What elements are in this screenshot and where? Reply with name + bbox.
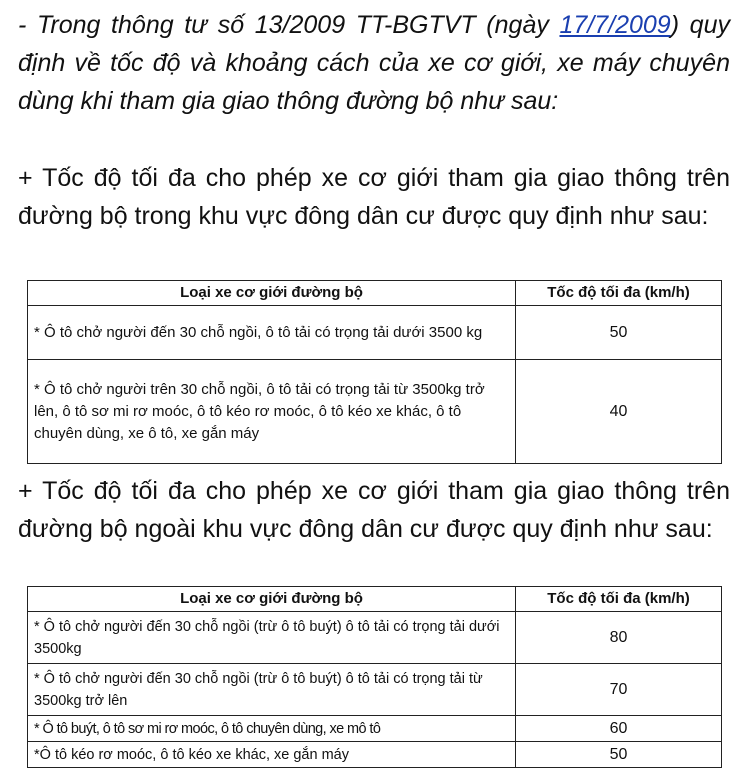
- speed-cell: 70: [516, 664, 722, 716]
- vehicle-cell: * Ô tô chở người đến 30 chỗ ngồi (trừ ô tô buýt) ô tô tải có trọng tải từ 3500kg trở lên: [28, 664, 516, 716]
- speed-cell: 80: [516, 612, 722, 664]
- speed-cell: 50: [516, 306, 722, 360]
- vehicle-cell: * Ô tô buýt, ô tô sơ mi rơ moóc, ô tô chuyên dùng, xe mô tô: [28, 716, 516, 742]
- rural-speed-heading: + Tốc độ tối đa cho phép xe cơ giới tham gia giao thông trên đường bộ ngoài khu vực đông dân cư được quy định như sau:: [18, 477, 730, 543]
- max-speed-header: Tốc độ tối đa (km/h): [516, 587, 722, 612]
- intro-prefix: - Trong thông tư số 13/2009 TT-BGTVT (ngày: [18, 11, 560, 39]
- urban-speed-table: [27, 280, 722, 464]
- table-row: [28, 360, 722, 464]
- speed-cell: 40: [516, 360, 722, 464]
- date-link[interactable]: 17/7/2009: [559, 11, 671, 39]
- vehicle-cell: * Ô tô chở người đến 30 chỗ ngồi, ô tô tải có trọng tải dưới 3500 kg: [28, 306, 516, 360]
- max-speed-header: Tốc độ tối đa (km/h): [516, 281, 722, 306]
- vehicle-cell: * Ô tô chở người trên 30 chỗ ngồi, ô tô tải có trọng tải từ 3500kg trở lên, ô tô sơ mi rơ moóc, ô tô kéo rơ moóc, ô tô kéo xe khác, ô tô chuyên dùng, xe ô tô, xe gắn máy: [28, 360, 516, 464]
- table-row: [28, 716, 722, 742]
- vehicle-cell: *Ô tô kéo rơ moóc, ô tô kéo xe khác, xe gắn máy: [28, 742, 516, 768]
- vehicle-cell: * Ô tô chở người đến 30 chỗ ngồi (trừ ô tô buýt) ô tô tải có trọng tải dưới 3500kg: [28, 612, 516, 664]
- speed-cell: 60: [516, 716, 722, 742]
- vehicle-type-header: Loại xe cơ giới đường bộ: [28, 587, 516, 612]
- table-row: [28, 664, 722, 716]
- table-header-row: [28, 281, 722, 306]
- table-header-row: [28, 587, 722, 612]
- speed-cell: 50: [516, 742, 722, 768]
- vehicle-type-header: Loại xe cơ giới đường bộ: [28, 281, 516, 306]
- urban-speed-heading: + Tốc độ tối đa cho phép xe cơ giới tham gia giao thông trên đường bộ trong khu vực đông dân cư được quy định như sau:: [18, 164, 730, 230]
- rural-speed-table: [27, 586, 722, 768]
- table-row: [28, 612, 722, 664]
- table-row: [28, 306, 722, 360]
- intro-suffix: ) quy định về tốc độ và khoảng cách của xe cơ giới, xe máy chuyên dùng khi tham gia giao thông đường bộ như sau:: [18, 11, 730, 115]
- table-row: [28, 742, 722, 768]
- intro-paragraph: [18, 6, 730, 120]
